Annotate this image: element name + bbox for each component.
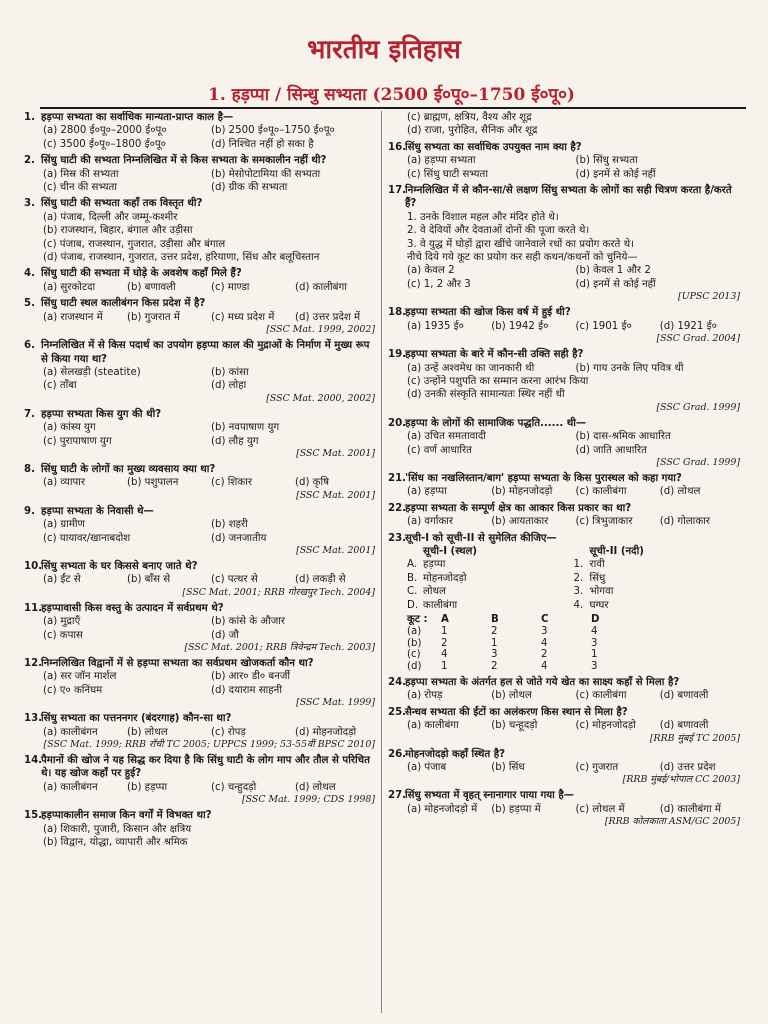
option: (d) लोथल — [659, 486, 701, 498]
question-text: सिंधु सभ्यता में वृहत् स्नानागार पाया गया है— — [405, 790, 574, 802]
list-1-item: हड़प्पा — [423, 559, 446, 571]
options — [24, 726, 375, 739]
question-7 — [24, 408, 375, 460]
option: (b) मोहनजोदड़ो — [491, 486, 553, 498]
code-cell: (d) — [407, 661, 422, 673]
option: (c) चन्हुदड़ो — [211, 781, 257, 793]
options — [24, 311, 375, 324]
option: (c) चीन की सभ्यता — [43, 182, 117, 194]
exam-source: [UPSC 2013] — [678, 291, 740, 303]
question-text: सैन्धव सभ्यता की ईंटों का अलंकरण किस स्थान से मिला है? — [405, 706, 628, 718]
question-22 — [388, 502, 740, 529]
exam-source: [SSC Mat. 1999; CDS 1998] — [241, 794, 375, 806]
option: (a) कालीबंगन — [43, 726, 98, 738]
question-text: हड़प्पा सभ्यता के सम्पूर्ण क्षेत्र का आकार किस प्रकार का था? — [405, 502, 632, 514]
code-row — [407, 661, 740, 673]
exam-source: [RRB मुंबई TC 2005] — [649, 732, 740, 744]
match-list-header — [388, 545, 740, 558]
option: (c) ए० कनिंघम — [43, 684, 103, 696]
option: (b) केवल 1 और 2 — [575, 265, 651, 277]
code-header-cell: C — [541, 614, 549, 625]
question-number: 13. — [24, 713, 43, 725]
code-header-cell: D — [591, 614, 600, 625]
option: (d) कालीबंगा — [295, 281, 347, 293]
question-text: हड़प्पा सभ्यता के अंतर्गत हल से जोते गये खेत का साक्ष्य कहाँ से मिला है? — [405, 676, 680, 688]
code-cell: 2 — [491, 661, 498, 673]
option: (b) कांसे के औजार — [211, 616, 286, 628]
question-text: सिंधु घाटी की सभ्यता कहाँ तक विस्तृत थी? — [41, 198, 203, 210]
question-27 — [388, 789, 740, 828]
option: (d) लोथल — [295, 781, 336, 793]
option: (a) राजस्थान में — [43, 311, 103, 323]
code-cell: (a) — [407, 625, 422, 637]
option: (b) चन्हूदड़ो — [491, 720, 538, 732]
question-8 — [24, 463, 375, 502]
statement: 3. वे युद्ध में घोड़ों द्वारा खींचे जानेवाले रथों का प्रयोग करते थे। — [407, 238, 634, 250]
list-1-item: लोथल — [423, 586, 446, 598]
option: (a) उचित समतावादी — [407, 431, 486, 443]
code-cell: (c) — [407, 649, 421, 661]
question-number: 5. — [24, 298, 35, 310]
question-13 — [24, 712, 375, 751]
question-text: निम्नलिखित में से कौन-सा/से लक्षण सिंधु सभ्यता के लोगों का सही चित्रण करता है/करते हैं? — [405, 185, 732, 210]
option: (b) हड़प्पा — [127, 781, 168, 793]
option: (a) कालीबंगन — [43, 781, 98, 793]
option: (d) कृषि — [295, 477, 330, 489]
options — [24, 366, 375, 393]
list-1-label: D. — [407, 599, 419, 611]
option: (d) उत्तर प्रदेश — [659, 762, 716, 774]
question-number: 25. — [388, 706, 407, 718]
title-rule — [40, 107, 746, 109]
list-2-item: रावी — [589, 559, 605, 571]
option: (b) राजस्थान, बिहार, बंगाल और उड़ीसा — [43, 225, 193, 237]
option: (a) पंजाब, दिल्ली और जम्मू-कश्मीर — [43, 211, 178, 223]
exam-source: [SSC Grad. 1999] — [656, 401, 740, 413]
option: (c) ताँबा — [43, 380, 77, 392]
option: (c) रोपड़ — [211, 726, 246, 738]
option: (c) मोहनजोदड़ो — [575, 720, 636, 732]
right-column — [388, 111, 740, 1016]
option: (a) 1935 ई० — [407, 320, 464, 332]
question-number: 27. — [388, 790, 407, 802]
options — [24, 823, 375, 850]
option: (c) यायावर/खानाबदोश — [43, 532, 131, 544]
option: (b) विद्वान, योद्धा, व्यापारी और श्रमिक — [43, 837, 188, 849]
code-cell: 1 — [441, 625, 448, 637]
question-text: हड़प्पाकालीन समाज किन वर्गों में विभक्त था? — [41, 810, 212, 822]
option: (d) 1921 ई० — [659, 320, 717, 332]
question-text: हड़प्पा के लोगों की सामाजिक पद्धति...... थी— — [405, 417, 587, 429]
options — [24, 281, 375, 294]
question-text: हड़प्पा सभ्यता के निवासी थे— — [41, 505, 154, 517]
code-cell: 1 — [591, 649, 598, 661]
question-text: सिंधु सभ्यता के घर किससे बनाए जाते थे? — [41, 560, 198, 572]
question-number: 3. — [24, 198, 35, 210]
option: (d) इनमें से कोई नहीं — [575, 278, 656, 290]
option: (b) नवपाषाण युग — [211, 422, 280, 434]
option: (c) कालीबंगा — [575, 486, 627, 498]
question-number: 17. — [388, 185, 407, 197]
list-2-heading: सूची-II (नदी) — [589, 545, 644, 557]
option: (b) हड़प्पा में — [491, 803, 541, 815]
option: (c) पत्थर से — [211, 574, 258, 586]
code-header-cell: A — [441, 614, 449, 625]
question-24 — [388, 676, 740, 703]
option: (b) मेसोपोटामिया की सभ्यता — [211, 168, 321, 180]
match-row — [388, 599, 740, 612]
question-text: मोहनजोदड़ो कहाँ स्थित है? — [405, 748, 506, 760]
column-divider — [381, 111, 382, 1013]
option: (d) बणावली — [659, 720, 709, 732]
list-2-item: सिंधु — [589, 572, 606, 584]
question-2 — [24, 154, 375, 194]
option: (a) उन्हें अश्वमेध का जानकारी थी — [407, 362, 535, 374]
option: (d) उनकी संस्कृति सामान्यतः स्थिर नहीं थी — [407, 389, 565, 401]
code-header-cell: कूट : — [407, 614, 428, 625]
option: (a) कालीबंगा — [407, 720, 459, 732]
list-2-label: 3. — [573, 586, 584, 598]
question-text: हड़प्पावासी किस वस्तु के उत्पादन में सर्वप्रथम थे? — [41, 602, 224, 614]
exam-source: [SSC Grad. 2004] — [656, 333, 740, 345]
option: (b) कांसा — [211, 366, 249, 378]
question-26 — [388, 748, 740, 787]
code-cell: 2 — [491, 625, 498, 637]
exam-source: [SSC Mat. 2000, 2002] — [266, 392, 375, 404]
option: (d) जनजातीय — [211, 532, 267, 544]
option: (a) शिकारी, पुजारी, किसान और क्षत्रिय — [43, 823, 192, 835]
option: (a) सर जॉन मार्शल — [43, 671, 117, 683]
option: (c) 1, 2 और 3 — [407, 278, 471, 290]
option: (a) केवल 2 — [407, 265, 455, 277]
question-text: सिंधु सभ्यता का पत्तननगर (बंदरगाह) कौन-सा था? — [41, 713, 232, 725]
question-text: सिंधु घाटी की सभ्यता में घोड़े के अवशेष कहाँ मिले हैं? — [41, 268, 242, 280]
list-1-label: A. — [407, 559, 418, 571]
left-column — [24, 111, 375, 1016]
question-15-continued — [388, 111, 740, 138]
question-number: 7. — [24, 408, 35, 420]
option: (b) आर० डी० बनर्जी — [211, 671, 291, 683]
option: (c) कालीबंगा — [575, 690, 627, 702]
option: (c) लोथल में — [575, 803, 625, 815]
option: (a) मुद्राएँ — [43, 616, 81, 628]
question-text: हड़प्पा सभ्यता किस युग की थी? — [41, 408, 162, 420]
exam-source: [SSC Mat. 2001; RRB गोरखपुर Tech. 2004] — [182, 586, 375, 598]
option: (b) सिंध — [491, 762, 525, 774]
match-row — [388, 585, 740, 598]
code-cell: 3 — [541, 625, 548, 637]
question-1 — [24, 111, 375, 151]
option: (a) पंजाब — [407, 762, 447, 774]
option: (d) लोहा — [211, 380, 247, 392]
question-number: 2. — [24, 155, 35, 167]
code-cell: 4 — [591, 625, 598, 637]
option: (c) मध्य प्रदेश में — [211, 311, 275, 323]
option: (b) 1942 ई० — [491, 320, 549, 332]
options — [24, 211, 375, 265]
code-cell: 3 — [491, 649, 498, 661]
question-18 — [388, 306, 740, 345]
instruction: नीचे दिये गये कूट का प्रयोग कर सही कथन/कथनों को चुनिये— — [407, 252, 638, 264]
question-9 — [24, 505, 375, 557]
options — [24, 168, 375, 195]
option: (d) जौ — [211, 629, 239, 641]
question-text: निम्नलिखित विद्वानों में से हड़प्पा सभ्यता का सर्वप्रथम खोजकर्ता कौन था? — [41, 658, 314, 669]
option: (d) मोहनजोदड़ो — [295, 726, 357, 738]
exam-source: [SSC Grad. 1999] — [656, 456, 740, 468]
question-15 — [24, 809, 375, 849]
option: (a) मोहनजोदड़ो में — [407, 803, 478, 815]
options — [24, 476, 375, 489]
code-table — [388, 614, 740, 673]
option: (d) लौह युग — [211, 435, 259, 447]
option: (c) त्रिभुजाकार — [575, 516, 633, 528]
code-cell: 1 — [491, 637, 498, 649]
code-row — [407, 638, 740, 650]
list-2-label: 1. — [573, 559, 584, 571]
option: (d) ग्रीक की सभ्यता — [211, 182, 288, 194]
code-cell: 2 — [541, 649, 548, 661]
option: (c) सिंधु घाटी सभ्यता — [407, 168, 488, 180]
option: (b) शहरी — [211, 519, 248, 531]
option: (a) रोपड़ — [407, 690, 443, 702]
list-2-item: भोगवा — [589, 586, 614, 598]
list-1-label: B. — [407, 572, 418, 584]
option: (d) कालीबंगा में — [659, 803, 721, 815]
code-header-cell: B — [491, 614, 499, 625]
question-number: 12. — [24, 658, 43, 669]
option: (c) वर्ण आधारित — [407, 444, 472, 456]
option: (b) 2500 ई०पू०–1750 ई०पू० — [211, 125, 335, 137]
question-number: 15. — [24, 810, 43, 822]
options — [24, 124, 375, 151]
question-text: सिंधु घाटी स्थल कालीबंगन किस प्रदेश में है? — [41, 298, 206, 310]
chapter-title: 1. हड़प्पा / सिन्धु सभ्यता (2500 ई०पू०–1750 ई०पू०) — [208, 85, 575, 105]
statement: 2. वे देवियों और देवताओं दोनों की पूजा करते थे। — [407, 225, 590, 237]
question-text: सिंधु सभ्यता का सर्वाधिक उपयुक्त नाम क्या है? — [405, 141, 582, 153]
statement: 1. उनके विशाल महल और मंदिर होते थे। — [407, 211, 559, 223]
question-number: 24. — [388, 676, 407, 688]
question-23 — [388, 532, 740, 673]
question-25 — [388, 706, 740, 745]
exam-source: [SSC Mat. 2001] — [296, 489, 375, 501]
match-row — [388, 558, 740, 571]
list-2-label: 4. — [573, 599, 584, 611]
question-17 — [388, 184, 740, 303]
question-11 — [24, 602, 375, 654]
question-number: 4. — [24, 268, 35, 280]
question-3 — [24, 197, 375, 264]
question-text: सूची-I को सूची-II से सुमेलित कीजिए— — [405, 532, 557, 544]
question-20 — [388, 417, 740, 469]
exam-source: [SSC Mat. 2001; RRB त्रिवेन्द्रम Tech. 2003] — [184, 642, 375, 653]
code-cell: 4 — [541, 637, 548, 649]
list-1-item: कालीबंगा — [423, 599, 458, 611]
option: (d) बणावली — [659, 690, 709, 702]
option: (d) लकड़ी से — [295, 574, 346, 586]
option: (b) गुजरात में — [127, 311, 180, 323]
code-header-row — [407, 614, 740, 626]
list-1-heading: सूची-I (स्थल) — [423, 545, 478, 557]
question-text: पैमानों की खोज ने यह सिद्ध कर दिया है कि सिंधु घाटी के लोग माप और तौल से परिचित थे। यह खोज कहाँ पर हुई? — [41, 755, 370, 780]
question-number: 16. — [388, 141, 407, 153]
options — [24, 670, 375, 697]
exam-source: [SSC Mat. 2001] — [296, 544, 375, 556]
question-number: 14. — [24, 755, 43, 767]
option: (b) गाय उनके लिए पवित्र थी — [575, 362, 684, 374]
question-number: 21. — [388, 472, 407, 484]
question-number: 6. — [24, 340, 35, 352]
question-number: 11. — [24, 602, 43, 614]
question-number: 22. — [388, 502, 407, 514]
question-text: सिंधु घाटी की सभ्यता निम्नलिखित में से किस सभ्यता के समकालीन नहीं थी? — [41, 155, 327, 167]
question-16 — [388, 141, 740, 181]
question-number: 23. — [388, 532, 407, 544]
option: (c) कपास — [43, 629, 83, 641]
option: (a) कांस्य युग — [43, 422, 96, 434]
page-title: भारतीय इतिहास — [307, 35, 461, 65]
question-number: 9. — [24, 505, 35, 517]
code-cell: 3 — [591, 637, 598, 649]
option: (c) शिकार — [211, 477, 252, 489]
option: (b) लोथल — [127, 726, 168, 738]
code-cell: 4 — [541, 661, 548, 673]
exam-source: [SSC Mat. 1999; RRB राँची TC 2005; UPPCS 1999; 53-55वीं BPSC 2010] — [43, 739, 375, 751]
question-text: हड़प्पा सभ्यता के बारे में कौन-सी उक्ति सही है? — [405, 349, 584, 361]
question-text: निम्नलिखित में से किस पदार्थ का उपयोग हड़प्पा काल की मुद्राओं के निर्माण में मुख्य रूप से किया गया था? — [41, 340, 370, 365]
options — [24, 421, 375, 448]
question-12 — [24, 657, 375, 709]
options — [24, 615, 375, 642]
question-number: 26. — [388, 748, 407, 760]
exam-source: [RRB मुंबई/भोपाल CC 2003] — [622, 774, 740, 786]
question-number: 18. — [388, 307, 407, 319]
question-5 — [24, 297, 375, 336]
option: (b) आयताकार — [491, 516, 549, 528]
code-cell: 1 — [441, 661, 448, 673]
list-2-label: 2. — [573, 572, 584, 584]
option: (a) मिस्र की सभ्यता — [43, 168, 119, 180]
exam-source: [RRB कोलकाता ASM/GC 2005] — [604, 816, 740, 828]
option: (b) दास-श्रमिक आधारित — [575, 431, 671, 443]
question-text: हड़प्पा सभ्यता का सर्वाधिक मान्यता-प्राप्त काल है— — [41, 112, 234, 123]
option: (c) पंजाब, राजस्थान, गुजरात, उड़ीसा और बंगाल — [43, 238, 226, 250]
question-text: 'सिंध का नखलिस्तान/बाग' हड़प्पा सभ्यता के किस पुरास्थल को कहा गया? — [405, 472, 682, 484]
code-cell: (b) — [407, 637, 422, 649]
option: (d) उत्तर प्रदेश में — [295, 311, 361, 323]
code-row — [407, 626, 740, 638]
option: (a) हड़प्पा — [407, 486, 447, 498]
option: (a) वर्गाकार — [407, 516, 454, 528]
option: (c) गुजरात — [575, 762, 619, 774]
list-2-item: घग्घर — [589, 599, 609, 611]
option: (c) पुरापाषाण युग — [43, 435, 112, 447]
code-row — [407, 649, 740, 661]
option: (d) पंजाब, राजस्थान, गुजरात, उत्तर प्रदेश, हरियाणा, सिंध और बलूचिस्तान — [43, 252, 320, 264]
option: (b) बाँस से — [127, 574, 171, 586]
question-number: 20. — [388, 417, 407, 429]
question-14 — [24, 754, 375, 806]
question-number: 19. — [388, 349, 407, 361]
list-1-item: मोहनजोदड़ो — [423, 572, 467, 584]
options — [24, 781, 375, 794]
option: (a) हड़प्पा सभ्यता — [407, 155, 476, 167]
option: (c) उन्होंने पशुपति का सम्मान करना आरंभ किया — [407, 375, 589, 387]
option: (c) 1901 ई० — [575, 320, 632, 332]
option: (c) 3500 ई०पू०–1800 ई०पू० — [43, 138, 166, 150]
question-4 — [24, 267, 375, 294]
option: (a) 2800 ई०पू०–2000 ई०पू० — [43, 125, 167, 137]
exam-source: [SSC Mat. 1999, 2002] — [266, 324, 375, 336]
options — [24, 573, 375, 586]
option: (b) पशुपालन — [127, 477, 179, 489]
code-cell: 2 — [441, 637, 448, 649]
option: (c) ब्राह्मण, क्षत्रिय, वैश्य और शूद्र — [407, 112, 532, 123]
code-cell: 3 — [591, 661, 598, 673]
question-text: हड़प्पा सभ्यता की खोज किस वर्ष में हुई थी? — [405, 307, 571, 319]
option: (d) इनमें से कोई नहीं — [575, 168, 656, 180]
option: (b) बणावली — [127, 281, 176, 293]
exam-source: [SSC Mat. 1999] — [296, 697, 375, 709]
code-cell: 4 — [441, 649, 448, 661]
question-10 — [24, 560, 375, 599]
question-19 — [388, 348, 740, 414]
question-text: सिंधु घाटी के लोगों का मुख्य व्यवसाय क्या था? — [41, 463, 216, 475]
option: (d) निश्चित नहीं हो सका है — [211, 138, 314, 150]
option: (a) ईंट से — [43, 574, 81, 586]
option: (b) सिंधु सभ्यता — [575, 155, 638, 167]
question-number: 8. — [24, 463, 35, 475]
option: (d) दयाराम साहनी — [211, 684, 282, 696]
option: (d) जाति आधारित — [575, 444, 647, 456]
option: (a) व्यापार — [43, 477, 86, 489]
option: (a) ग्रामीण — [43, 519, 85, 531]
list-1-label: C. — [407, 586, 418, 598]
option: (c) माण्डा — [211, 281, 250, 293]
exam-source: [SSC Mat. 2001] — [296, 447, 375, 459]
option: (a) सुरकोटदा — [43, 281, 96, 293]
option: (d) राजा, पुरोहित, सैनिक और शूद्र — [407, 125, 538, 137]
option: (b) लोथल — [491, 690, 532, 702]
option: (d) गोलाकार — [659, 516, 710, 528]
question-number: 10. — [24, 560, 43, 572]
option: (a) सेलखड़ी (steatite) — [43, 366, 141, 378]
question-21 — [388, 472, 740, 499]
match-row — [388, 572, 740, 585]
options — [24, 518, 375, 545]
question-6 — [24, 339, 375, 405]
question-number: 1. — [24, 112, 35, 123]
